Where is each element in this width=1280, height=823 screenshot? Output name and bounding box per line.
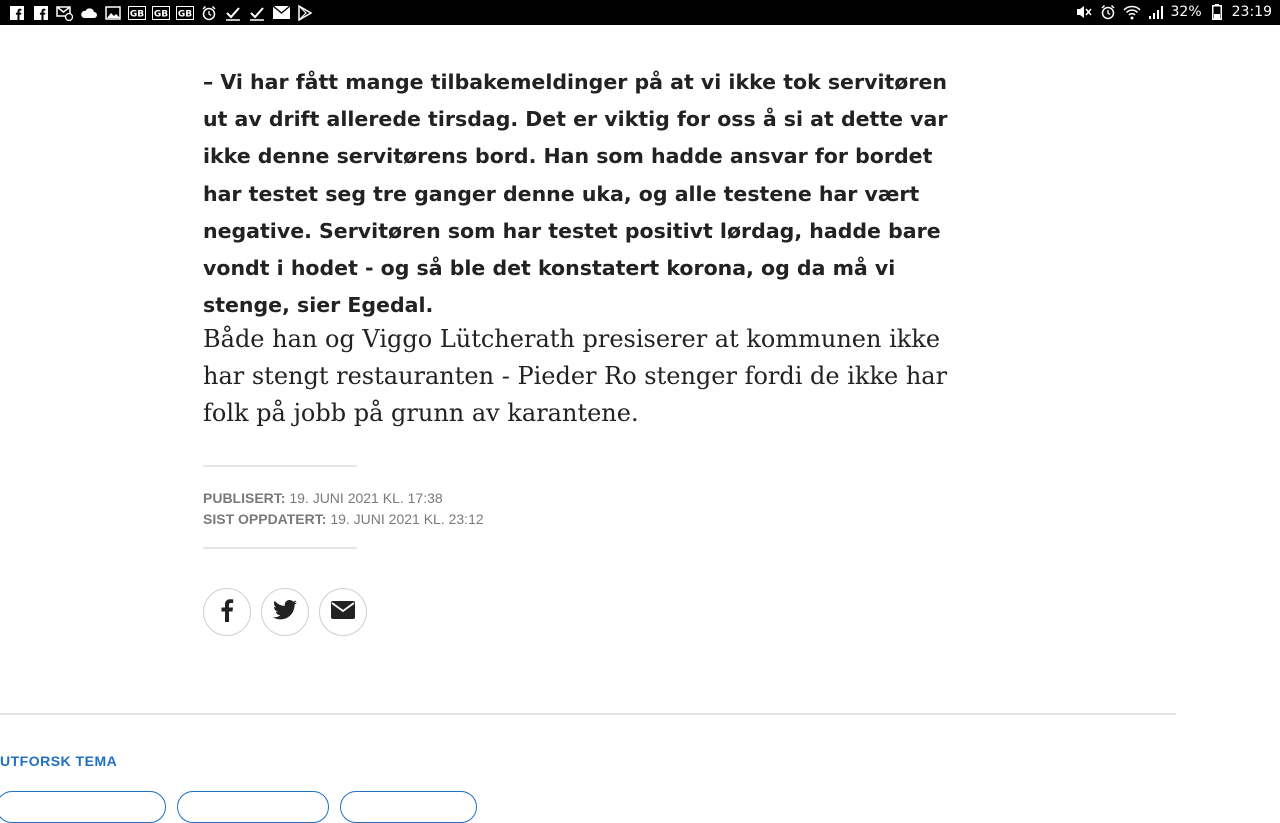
article-paragraph: Både han og Viggo Lütcherath presiserer at kommunen ikke har stengt restauranten - Pieder Ro stenger fordi de ikke har folk på jobb på grunn av karantene.	[203, 325, 948, 427]
svg-text:GB: GB	[177, 9, 193, 19]
signal-icon	[1147, 3, 1165, 20]
image-icon	[104, 4, 122, 21]
alarm-icon	[200, 4, 218, 21]
check-icon	[248, 4, 266, 21]
battery-percent: 32%	[1170, 3, 1202, 20]
updated-row	[203, 509, 484, 530]
published-row	[203, 488, 484, 509]
share-email-button[interactable]	[319, 588, 367, 636]
facebook-icon	[220, 598, 234, 627]
article-quote: – Vi har fått mange tilbakemeldinger på at vi ikke tok servitøren ut av drift allerede tirsdag. Det er viktig for oss å si at dette var ikke denne servitørens bord. Han som hadde ansvar for bordet har testet seg tre ganger denne uka, og alle testene har vært negative. Servitøren som har testet positivt lørdag, hadde bare vondt i hodet - og så ble det konstatert korona, og da må vi stenge, sier Egedal.	[203, 70, 948, 318]
published-value: 19. JUNI 2021 KL. 17:38	[289, 490, 443, 506]
notification-icons	[8, 4, 314, 21]
share-buttons	[203, 588, 367, 636]
facebook-icon	[32, 4, 50, 21]
topic-pill[interactable]	[177, 791, 329, 823]
wifi-icon	[1123, 3, 1141, 20]
cloud-icon	[80, 4, 98, 21]
email-icon	[331, 601, 355, 624]
facebook-icon	[8, 4, 26, 21]
status-bar	[0, 0, 1280, 25]
check-icon	[224, 4, 242, 21]
system-status	[1075, 3, 1272, 20]
updated-label: SIST OPPDATERT:	[203, 511, 327, 527]
share-facebook-button[interactable]	[203, 588, 251, 636]
gb-icon	[128, 4, 146, 21]
clock: 23:19	[1231, 3, 1272, 20]
explore-topics-title: UTFORSK TEMA	[0, 753, 118, 769]
section-divider	[0, 713, 1176, 715]
svg-text:GB: GB	[129, 9, 145, 19]
play-store-icon	[296, 4, 314, 21]
gb-icon	[176, 4, 194, 21]
mail-at-icon	[56, 4, 74, 21]
mute-icon	[1075, 3, 1093, 20]
svg-text:GB: GB	[153, 9, 169, 19]
divider	[203, 547, 357, 549]
mail-icon	[272, 4, 290, 21]
battery-icon	[1208, 3, 1226, 20]
divider	[203, 465, 357, 467]
updated-value: 19. JUNI 2021 KL. 23:12	[330, 511, 484, 527]
share-twitter-button[interactable]	[261, 588, 309, 636]
published-label: PUBLISERT:	[203, 490, 286, 506]
twitter-icon	[273, 600, 297, 625]
topic-pill[interactable]	[0, 791, 166, 823]
topic-pill[interactable]	[340, 791, 477, 823]
article-meta	[203, 488, 484, 530]
gb-icon	[152, 4, 170, 21]
alarm-icon	[1099, 3, 1117, 20]
